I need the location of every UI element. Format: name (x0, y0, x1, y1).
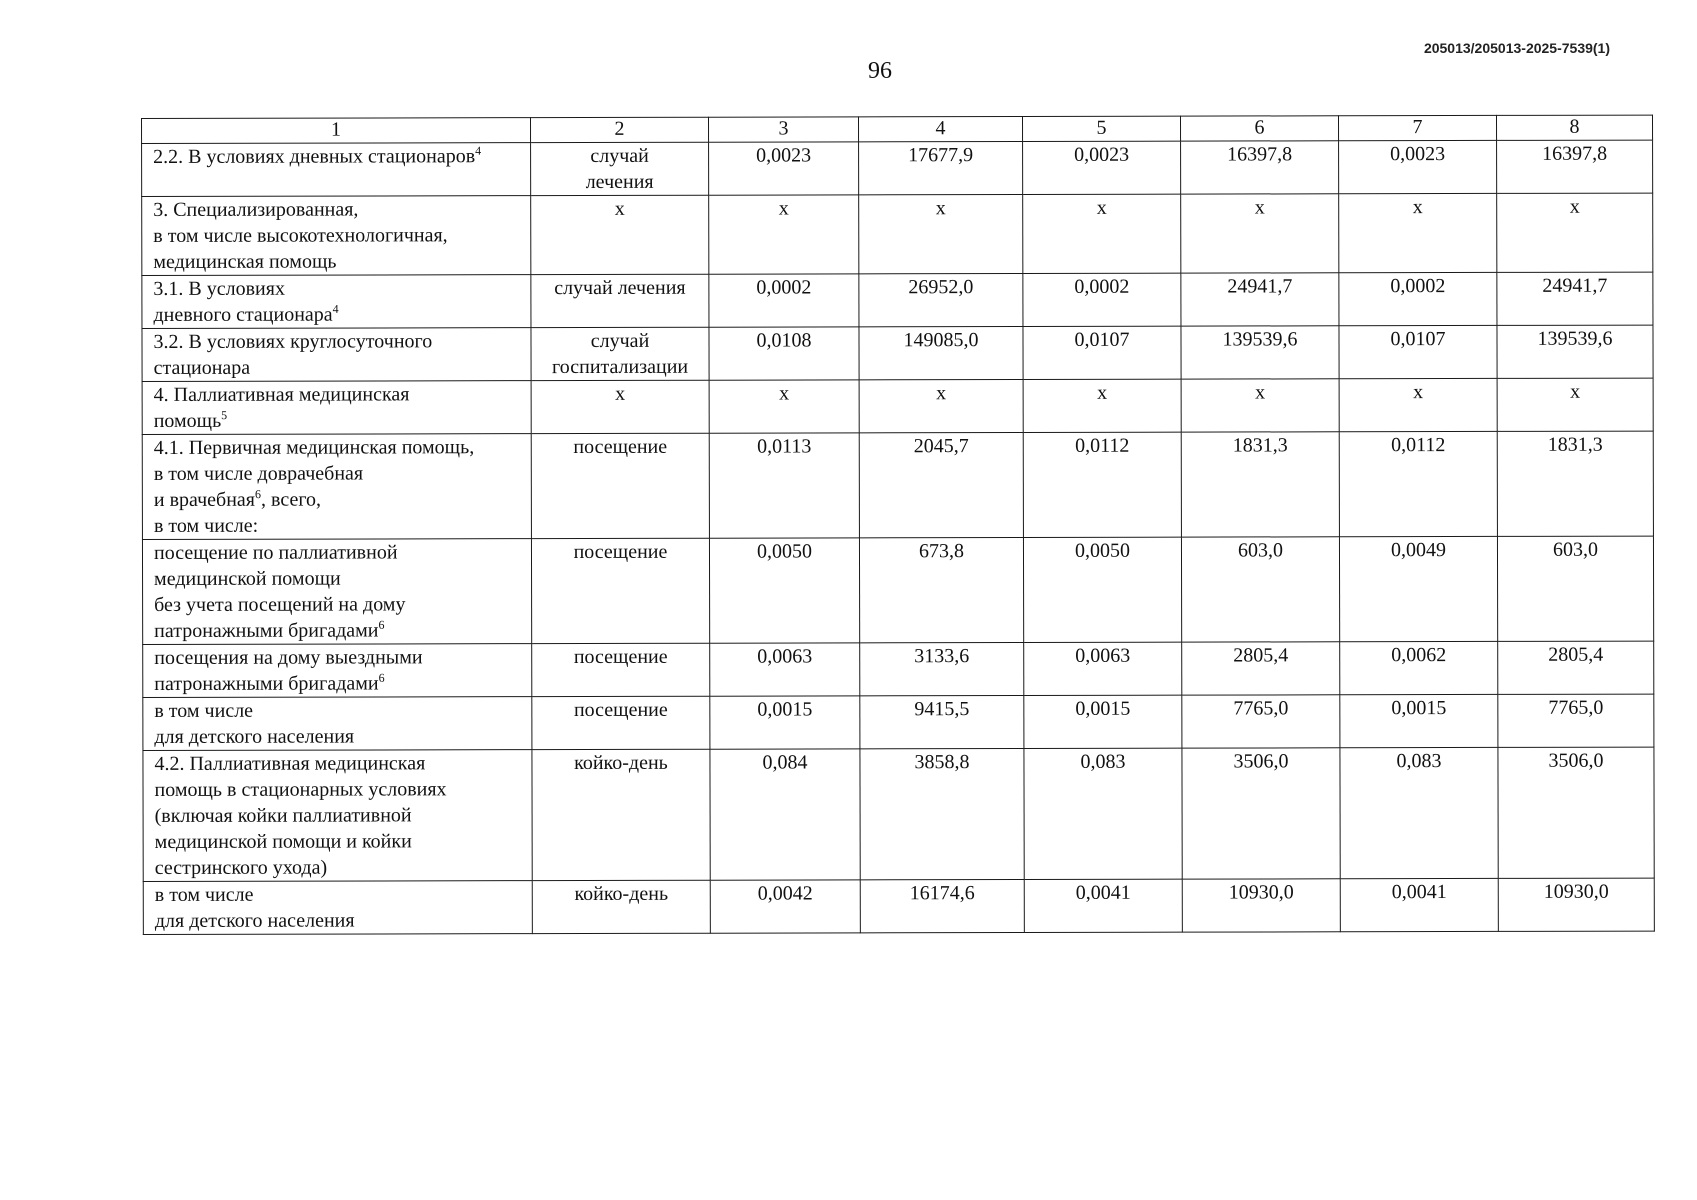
row-label-text: для детского населения (154, 725, 355, 748)
row-label-text: стационара (153, 356, 251, 379)
value-cell-col-8: 7765,0 (1498, 694, 1654, 747)
value-cell-col-3: 0,084 (710, 749, 860, 880)
row-unit-line: посещение (573, 540, 668, 564)
value-cell-col-5: 0,0050 (1023, 537, 1181, 642)
row-unit-cell (532, 696, 710, 749)
row-label-text: в том числе доврачебная (153, 462, 364, 485)
row-label-text: 3.1. В условиях (153, 277, 285, 300)
row-label-line (154, 512, 525, 539)
row-label-text: посещения на дому выездными (154, 646, 423, 669)
row-label-line (154, 407, 525, 434)
row-unit-cell (532, 749, 710, 880)
row-unit-line: х (615, 382, 626, 405)
value-cell-col-3: 0,0042 (710, 880, 860, 933)
value-cell-col-6: 16397,8 (1181, 141, 1339, 194)
table-row (142, 431, 1653, 539)
value-cell-col-8: 2805,4 (1498, 641, 1654, 694)
value-cell-col-7: х (1339, 378, 1497, 431)
value-cell-col-3: 0,0015 (710, 696, 860, 749)
value-cell-col-5: 0,0107 (1023, 326, 1181, 379)
row-label-cell (143, 644, 532, 698)
row-unit-line: х (614, 197, 625, 220)
value-cell-col-4: 17677,9 (859, 141, 1023, 194)
row-label-text: 4.1. Первичная медицинская помощь, (153, 436, 475, 459)
value-cell-col-3: 0,0113 (709, 433, 859, 538)
header-cell-2: 2 (531, 117, 709, 142)
data-table (141, 115, 1655, 935)
row-label-line (154, 670, 525, 697)
row-label-text: (включая койки паллиативной (154, 804, 412, 827)
row-label-text: патронажными бригадами (154, 619, 379, 642)
row-unit-line: госпитализации (551, 355, 689, 379)
value-cell-col-8: 139539,6 (1497, 325, 1653, 378)
row-label-line (154, 723, 525, 750)
row-label-text: дневного стационара (153, 303, 333, 326)
row-unit-cell (531, 327, 709, 380)
value-cell-col-8: х (1497, 378, 1653, 431)
row-label-line (154, 434, 525, 461)
row-label-line (154, 697, 525, 724)
document-id: 205013/205013-2025-7539(1) (1423, 40, 1610, 56)
value-cell-col-7: 0,0107 (1339, 325, 1497, 378)
row-label-text: для детского населения (154, 909, 355, 932)
row-label-text: в том числе высокотехнологичная, (153, 224, 448, 247)
value-cell-col-7: 0,0062 (1340, 641, 1498, 694)
table-row (143, 641, 1654, 697)
row-label-text: медицинская помощь (153, 250, 337, 273)
row-label-cell (142, 539, 531, 645)
footnote-marker: 4 (475, 143, 482, 158)
header-cell-7: 7 (1338, 115, 1496, 140)
row-label-text: в том числе (154, 883, 254, 906)
table-row (142, 272, 1653, 328)
value-cell-col-8: 603,0 (1497, 536, 1653, 641)
row-label-cell (142, 143, 531, 197)
value-cell-col-8: 24941,7 (1497, 272, 1653, 325)
row-unit-cell (531, 538, 709, 643)
row-label-cell (142, 434, 531, 540)
row-label-line (154, 354, 525, 381)
value-cell-col-3: х (709, 380, 859, 433)
value-cell-col-3: 0,0002 (709, 274, 859, 327)
header-row (142, 115, 1653, 143)
row-unit-line: посещение (573, 645, 668, 669)
row-unit-cell (531, 433, 709, 538)
value-cell-col-7: 0,0002 (1339, 272, 1497, 325)
row-label-line (154, 776, 525, 803)
value-cell-col-6: 603,0 (1181, 537, 1339, 642)
value-cell-col-6: х (1181, 194, 1339, 273)
value-cell-col-4: 149085,0 (859, 326, 1023, 379)
row-label-cell (143, 697, 532, 751)
row-label-text: 3.2. В условиях круглосуточного (153, 330, 433, 353)
header-cell-8: 8 (1496, 115, 1652, 140)
row-label-text: в том числе: (153, 514, 259, 537)
value-cell-col-5: 0,0002 (1023, 273, 1181, 326)
row-unit-cell (531, 195, 709, 274)
value-cell-col-6: 3506,0 (1182, 748, 1340, 879)
row-label-line (153, 143, 524, 170)
value-cell-col-5: 0,0063 (1024, 642, 1182, 695)
row-label-text: патронажными бригадами (154, 672, 379, 695)
footnote-marker: 4 (332, 301, 339, 316)
value-cell-col-4: 2045,7 (859, 432, 1023, 537)
value-cell-col-6: 10930,0 (1182, 879, 1340, 932)
row-label-cell (142, 328, 531, 382)
table-row (142, 193, 1653, 275)
value-cell-col-4: 3858,8 (860, 748, 1024, 879)
row-unit-line: случай лечения (554, 276, 686, 300)
value-cell-col-4: х (859, 379, 1023, 432)
row-label-text: без учета посещений на дому (154, 593, 406, 616)
row-label-line (154, 486, 525, 513)
value-cell-col-6: 24941,7 (1181, 273, 1339, 326)
value-cell-col-4: 673,8 (859, 537, 1023, 642)
row-label-line (155, 907, 526, 934)
footnote-marker: 6 (254, 487, 261, 502)
row-label-text-after: , всего, (260, 488, 322, 511)
row-label-text: 4. Паллиативная медицинская (153, 383, 410, 406)
value-cell-col-4: 9415,5 (860, 695, 1024, 748)
value-cell-col-4: 3133,6 (860, 642, 1024, 695)
row-label-cell (143, 881, 532, 935)
row-unit-cell (532, 880, 710, 933)
value-cell-col-6: 139539,6 (1181, 326, 1339, 379)
row-unit-line: лечения (585, 170, 654, 193)
value-cell-col-3: 0,0063 (710, 643, 860, 696)
value-cell-col-5: 0,0023 (1023, 141, 1181, 194)
value-cell-col-5: х (1023, 194, 1181, 273)
value-cell-col-7: 0,0041 (1340, 878, 1498, 931)
value-cell-col-8: 16397,8 (1497, 140, 1653, 193)
row-label-line (154, 381, 525, 408)
row-label-line (155, 854, 526, 881)
row-label-line (154, 750, 525, 777)
row-label-line (153, 301, 524, 328)
table-row (142, 140, 1653, 196)
row-label-text: в том числе (154, 699, 254, 722)
value-cell-col-3: х (709, 195, 859, 274)
value-cell-col-7: х (1339, 193, 1497, 272)
value-cell-col-7: 0,0015 (1340, 694, 1498, 747)
value-cell-col-3: 0,0050 (709, 538, 859, 643)
table-row (143, 694, 1654, 750)
row-label-line (154, 565, 525, 592)
row-unit-cell (531, 142, 709, 195)
table-row (143, 878, 1654, 934)
row-label-line (155, 881, 526, 908)
row-label-text: медицинской помощи и койки (154, 830, 412, 853)
row-label-text: и врачебная (153, 488, 256, 511)
value-cell-col-3: 0,0023 (709, 142, 859, 195)
value-cell-col-5: 0,0015 (1024, 695, 1182, 748)
footnote-marker: 5 (221, 408, 228, 423)
table-row (143, 747, 1654, 881)
table-row (142, 536, 1653, 644)
row-label-line (154, 539, 525, 566)
row-unit-cell (531, 380, 709, 433)
row-label-text: посещение по паллиативной (153, 541, 398, 564)
page-number: 96 (868, 58, 892, 84)
footnote-marker: 6 (378, 670, 385, 685)
row-label-text: медицинской помощи (154, 567, 341, 590)
value-cell-col-6: х (1181, 379, 1339, 432)
value-cell-col-4: 26952,0 (859, 273, 1023, 326)
value-cell-col-3: 0,0108 (709, 327, 859, 380)
header-cell-6: 6 (1180, 116, 1338, 141)
row-unit-line: случай (590, 144, 649, 167)
value-cell-col-5: 0,0112 (1023, 432, 1181, 537)
value-cell-col-5: 0,0041 (1024, 879, 1182, 932)
header-cell-4: 4 (858, 116, 1022, 141)
row-label-line (153, 248, 524, 275)
value-cell-col-8: х (1497, 193, 1653, 272)
row-label-cell (142, 381, 531, 435)
row-unit-cell (532, 643, 710, 696)
value-cell-col-5: х (1023, 379, 1181, 432)
table-row (142, 378, 1653, 434)
row-label-cell (142, 275, 531, 329)
row-unit-line: койко-день (574, 751, 668, 775)
value-cell-col-4: 16174,6 (860, 879, 1024, 932)
header-cell-1: 1 (142, 118, 531, 144)
row-label-line (153, 328, 524, 355)
row-label-text: 3. Специализированная, (153, 198, 359, 221)
value-cell-col-7: 0,083 (1340, 747, 1498, 878)
row-label-line (154, 591, 525, 618)
row-label-line (153, 275, 524, 302)
row-label-line (155, 828, 526, 855)
row-label-line (153, 196, 524, 223)
row-label-line (154, 460, 525, 487)
table-row (142, 325, 1653, 381)
header-cell-3: 3 (708, 117, 858, 142)
value-cell-col-8: 3506,0 (1498, 747, 1654, 878)
row-label-text: 2.2. В условиях дневных стационаров (153, 145, 476, 168)
value-cell-col-6: 2805,4 (1182, 642, 1340, 695)
row-label-line (153, 222, 524, 249)
row-label-line (154, 644, 525, 671)
row-unit-line: посещение (573, 698, 668, 722)
row-unit-line: посещение (573, 435, 668, 459)
row-label-cell (142, 196, 531, 276)
row-label-text: помощь в стационарных условиях (154, 778, 447, 801)
table-body (142, 115, 1655, 934)
footnote-marker: 6 (378, 617, 385, 632)
value-cell-col-7: 0,0023 (1339, 140, 1497, 193)
row-unit-line: случай (590, 329, 650, 352)
row-label-text: сестринского ухода) (154, 856, 328, 879)
value-cell-col-8: 1831,3 (1497, 431, 1653, 536)
value-cell-col-6: 1831,3 (1181, 432, 1339, 537)
value-cell-col-4: х (859, 194, 1023, 273)
value-cell-col-7: 0,0049 (1339, 536, 1497, 641)
row-label-text: 4.2. Паллиативная медицинская (154, 752, 426, 775)
value-cell-col-7: 0,0112 (1339, 431, 1497, 536)
row-unit-line: койко-день (574, 882, 669, 906)
value-cell-col-5: 0,083 (1024, 748, 1182, 879)
row-label-line (155, 802, 526, 829)
row-label-cell (143, 750, 532, 882)
value-cell-col-8: 10930,0 (1498, 878, 1654, 931)
row-label-line (154, 617, 525, 644)
row-unit-cell (531, 274, 709, 327)
value-cell-col-6: 7765,0 (1182, 695, 1340, 748)
row-label-text: помощь (153, 409, 222, 432)
header-cell-5: 5 (1022, 116, 1180, 141)
